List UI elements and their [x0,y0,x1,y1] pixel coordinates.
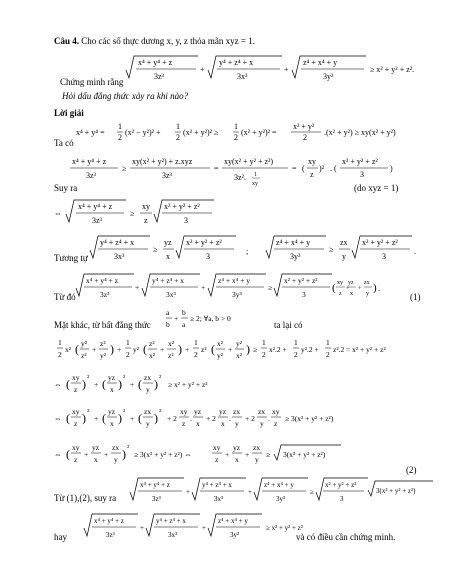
svg-text:⇔: ⇔ [54,209,62,218]
svg-text:2: 2 [294,350,298,359]
svg-text:y: y [255,455,259,464]
svg-text:2: 2 [194,350,198,359]
svg-text:1: 1 [118,122,122,131]
svg-text:+: + [201,283,206,292]
svg-text:): ) [122,447,126,461]
svg-text:3: 3 [382,252,386,261]
svg-text:3(x² + y² + z²): 3(x² + y² + z²) [376,487,416,495]
step7-suffix: ta lại có [274,320,303,330]
svg-text:+: + [140,524,144,532]
step7-formula [166,306,262,332]
svg-text:⇔: ⇔ [54,380,62,389]
svg-text:²: ² [87,373,90,382]
svg-text:⇔: ⇔ [54,450,62,459]
svg-text:x² + y² + z²: x² + y² + z² [164,202,200,211]
svg-text:+: + [174,314,179,323]
svg-text:(: ( [75,342,79,356]
svg-text:+ 2: + 2 [206,414,216,423]
svg-text:1: 1 [294,338,298,347]
svg-text:3z³: 3z³ [162,171,172,180]
step3-prefix: Suy ra [54,183,78,193]
svg-text:x: x [221,419,225,428]
step8-formula [56,336,446,366]
svg-text:2: 2 [234,133,238,142]
svg-text:²: ² [123,373,126,382]
svg-text:(: ( [66,447,70,461]
svg-text:z: z [74,385,78,394]
svg-text:3y³: 3y³ [290,252,301,261]
svg-text:≥: ≥ [268,283,273,292]
svg-text:z²: z² [100,339,106,348]
step13-suffix: và có điều cần chứng minh. [296,532,396,542]
svg-text:x² + y² + z²: x² + y² + z² [284,276,318,285]
svg-text:z⁴ + x⁴ + y: z⁴ + x⁴ + y [264,481,294,489]
svg-text:(: ( [66,377,70,391]
svg-text:²: ² [159,373,162,382]
svg-text:(x² − y²)² +: (x² − y²)² + [125,128,161,137]
svg-text:(x² + y²)² =: (x² + y²)² = [241,128,277,137]
svg-text:): ) [246,342,250,356]
svg-text:z⁴ + x⁴ + y: z⁴ + x⁴ + y [218,276,251,285]
svg-text:x: x [94,455,98,464]
svg-text:x² + y² + z²: x² + y² + z² [186,238,222,247]
main-inequality [120,52,440,86]
svg-text:+: + [117,345,122,354]
svg-text:x: x [235,455,239,464]
svg-text:²: ² [127,443,130,452]
svg-text:zx: zx [340,238,348,247]
step1-prefix: Ta có [54,138,74,148]
svg-text:.: . [268,414,270,423]
svg-text:+: + [202,524,206,532]
svg-text:x: x [110,385,114,394]
svg-text:2: 2 [262,350,266,359]
svg-text:(: ( [211,342,215,356]
svg-text:≥: ≥ [329,245,334,254]
svg-text:1: 1 [176,122,180,131]
svg-text:zx: zx [144,373,152,382]
svg-text:z: z [310,170,314,179]
svg-text:+: + [346,286,350,292]
svg-text:+: + [358,286,362,292]
step6-formula-tail [348,278,384,304]
svg-text:x²: x² [217,339,223,348]
svg-text:y⁴ + z⁴ + x: y⁴ + z⁴ + x [219,58,254,67]
svg-text:zx: zx [144,407,152,416]
svg-text:y²: y² [133,345,139,354]
svg-text:3y³: 3y³ [276,495,286,503]
step13-prefix: hay [54,532,67,542]
svg-text:3: 3 [340,495,344,503]
svg-text:y⁴ + z⁴ + x: y⁴ + z⁴ + x [156,517,186,525]
svg-text:x⁴ + y⁴ + z: x⁴ + y⁴ + z [138,58,173,67]
svg-text:): ) [178,342,182,356]
svg-text:xy: xy [180,407,188,416]
svg-text:+: + [135,283,140,292]
svg-text:+: + [284,65,289,74]
problem-label: Câu 4. [54,36,80,46]
step12-prefix: Từ (1),(2), suy ra [54,493,117,503]
svg-text:y²: y² [217,351,223,360]
svg-text:+: + [245,450,250,459]
svg-text:xy: xy [272,407,280,416]
svg-text:+: + [185,345,190,354]
svg-text:z: z [144,216,148,225]
svg-text:1: 1 [58,338,62,347]
svg-text:(: ( [102,411,106,425]
svg-text:+: + [92,345,97,354]
svg-text:x: x [196,419,200,428]
svg-text:): ) [390,164,393,173]
svg-text:≥ x² + y² + z².: ≥ x² + y² + z². [370,65,415,74]
svg-text:3: 3 [206,252,210,261]
svg-text:+: + [84,450,89,459]
svg-text:y⁴ + z⁴ + x: y⁴ + z⁴ + x [152,276,185,285]
svg-text:y².2 +: y².2 + [301,345,319,354]
svg-text:zx: zx [253,443,261,452]
svg-text:+: + [225,450,230,459]
svg-text:.: . [378,284,380,293]
svg-text:yz: yz [92,443,100,452]
svg-text:x: x [166,252,170,261]
svg-text:≥: ≥ [153,245,158,254]
svg-text:zx: zx [112,443,120,452]
svg-text:z²: z² [168,351,174,360]
svg-text:1: 1 [254,172,257,178]
svg-text:): ) [373,282,377,294]
svg-text:.: . [190,414,192,423]
step6-prefix: Từ đó [54,292,76,302]
svg-text:1: 1 [234,122,238,131]
svg-text:z⁴ + x⁴ + y: z⁴ + x⁴ + y [303,58,338,67]
svg-text:y²: y² [81,339,87,348]
svg-text:): ) [154,377,158,391]
svg-text:3z³: 3z³ [86,171,96,180]
svg-text:3z³: 3z³ [154,72,164,81]
svg-text:x² + y² + z²: x² + y² + z² [362,238,398,247]
svg-text:z⁴ + x⁴ + y: z⁴ + x⁴ + y [218,517,248,525]
svg-text:xy(x² + y² + z²): xy(x² + y² + z²) [224,157,274,166]
svg-text:zx: zx [258,407,266,416]
svg-text:3x³: 3x³ [166,290,176,299]
svg-text:z: z [215,455,219,464]
svg-text:): ) [82,377,86,391]
svg-text:3x³: 3x³ [237,72,248,81]
step10-formula [54,404,444,434]
svg-text:.: . [229,414,231,423]
svg-text:)²: )² [319,164,325,173]
svg-text:≥ 3(x² + y² + z²): ≥ 3(x² + y² + z²) [285,414,334,423]
svg-text:y: y [366,291,369,297]
svg-text:3: 3 [360,170,364,179]
svg-text:≥ x² + y² + z²: ≥ x² + y² + z² [168,380,208,389]
svg-text:.: . [330,164,332,173]
svg-text:yz: yz [194,407,202,416]
svg-text:1: 1 [326,338,330,347]
svg-text:;: ; [246,247,249,256]
svg-text:z².2 = x² + y² + z²: z².2 = x² + y² + z² [333,345,386,354]
svg-text:²: ² [159,407,162,416]
svg-text:+ 2: + 2 [167,414,177,423]
svg-text:y²: y² [100,351,106,360]
svg-text:zx: zx [233,407,241,416]
svg-text:3y³: 3y³ [323,72,334,81]
step6-formula [74,270,364,308]
svg-text:): ) [118,377,122,391]
svg-text:xy: xy [308,157,316,166]
svg-text:xy: xy [72,443,80,452]
svg-text:x⁴ + y⁴ + z: x⁴ + y⁴ + z [94,517,124,525]
svg-text:(x² + y²)² ≥: (x² + y²)² ≥ [183,128,219,137]
step6-ref: (1) [410,292,421,302]
svg-text:xy: xy [142,202,150,211]
svg-text:3: 3 [302,290,306,299]
svg-text:x⁴ + y⁴ + z: x⁴ + y⁴ + z [78,202,113,211]
svg-text:=: = [292,164,297,173]
svg-text:x⁴ + y⁴ + z: x⁴ + y⁴ + z [72,157,107,166]
svg-text:yz: yz [233,443,241,452]
svg-text:y: y [114,455,118,464]
svg-text:+: + [94,380,99,389]
svg-text:): ) [110,342,114,356]
svg-text:zx: zx [364,280,370,286]
svg-text:+: + [130,414,135,423]
svg-text:3z².: 3z². [234,173,246,182]
svg-text:x: x [350,291,353,297]
step7-prefix: Mặt khác, từ bất đẳng thức [54,320,151,330]
svg-text:(: ( [66,411,70,425]
svg-text:2: 2 [176,133,180,142]
svg-text:x²: x² [236,351,242,360]
svg-text:=: = [214,164,219,173]
svg-text:xy: xy [252,181,258,187]
svg-text:xy: xy [337,280,343,286]
step9-formula [54,370,314,400]
svg-text:2: 2 [126,350,130,359]
svg-text:z: z [74,455,78,464]
svg-text:+: + [160,345,165,354]
svg-text:+: + [248,488,252,496]
svg-text:z: z [339,291,342,297]
svg-text:⇔: ⇔ [54,414,62,423]
svg-text:y: y [260,419,264,428]
svg-text:+: + [200,65,205,74]
svg-text:x².2 +: x².2 + [269,345,287,354]
svg-text:≥: ≥ [130,209,135,218]
svg-text:3x³: 3x³ [214,495,224,503]
svg-text:3z³: 3z³ [106,531,115,539]
svg-text:(: ( [334,164,337,173]
svg-text:z: z [182,419,186,428]
svg-text:x² + y²: x² + y² [293,122,315,131]
svg-text:y²: y² [236,339,242,348]
svg-text:a: a [166,308,170,317]
svg-text:z²: z² [201,345,207,354]
svg-text:≥ 2; ∀a, b > 0: ≥ 2; ∀a, b > 0 [190,314,231,323]
svg-text:²: ² [87,407,90,416]
svg-text:y⁴ + z⁴ + x: y⁴ + z⁴ + x [202,481,232,489]
svg-text:+: + [228,345,233,354]
step12-formula [128,476,446,510]
svg-text:≥: ≥ [266,450,271,459]
svg-text:y: y [146,419,150,428]
svg-text:x⁴ + y⁴ + z: x⁴ + y⁴ + z [140,481,170,489]
svg-text:2: 2 [303,133,307,142]
svg-text:+: + [130,380,135,389]
svg-text:2: 2 [118,133,122,142]
svg-text:1: 1 [262,338,266,347]
svg-text:y: y [235,419,239,428]
svg-text:(: ( [138,411,142,425]
svg-text:2: 2 [326,350,330,359]
svg-text:²: ² [123,407,126,416]
svg-text:1: 1 [126,338,130,347]
svg-text:y⁴ + z⁴ + x: y⁴ + z⁴ + x [100,238,135,247]
svg-text:yz: yz [164,238,172,247]
svg-text:3y³: 3y³ [232,290,242,299]
svg-text:): ) [82,411,86,425]
svg-text:xy: xy [72,373,80,382]
svg-text:b: b [166,320,170,329]
svg-text:(: ( [302,164,305,173]
svg-text:z²: z² [81,351,87,360]
svg-text:x⁴ + y⁴ =: x⁴ + y⁴ = [76,128,105,137]
step11-formula [54,440,354,470]
solution-heading: Lời giải [54,108,84,118]
step5-prefix: Tương tự [54,253,88,263]
svg-text:x⁴ + y⁴ + z: x⁴ + y⁴ + z [86,276,119,285]
svg-text:b: b [182,308,186,317]
svg-text:(: ( [332,282,336,294]
svg-text:): ) [118,411,122,425]
svg-text:3(x² + y² + z²): 3(x² + y² + z²) [283,450,326,459]
step3-note: (do xyz = 1) [354,183,399,193]
step4-formula [54,196,254,230]
svg-text:3y³: 3y³ [230,531,240,539]
svg-text:a: a [182,320,186,329]
svg-text:≥: ≥ [122,164,127,173]
svg-text:x² + y² + z²: x² + y² + z² [342,157,378,166]
svg-text:≥: ≥ [310,488,314,496]
svg-text:xy(x² + y²) + z.xyz: xy(x² + y²) + z.xyz [132,157,193,166]
svg-text:yz: yz [108,407,116,416]
svg-text:y: y [342,252,346,261]
svg-text:y: y [146,385,150,394]
svg-text:3z³: 3z³ [92,216,102,225]
svg-text:1: 1 [194,338,198,347]
svg-text:≥: ≥ [253,345,258,354]
prove-prefix: Chứng minh rằng [60,77,124,87]
problem-statement: Cho các số thực dương x, y, z thỏa mãn xyz = 1. [81,36,255,46]
svg-text:z: z [74,419,78,428]
svg-text:.(x² + y²) ≥ xy(x² + y²): .(x² + y²) ≥ xy(x² + y²) [324,128,396,137]
svg-text:+: + [104,450,109,459]
problem-question: Hỏi dấu đẳng thức xảy ra khi nào? [62,91,189,101]
problem-statement-line [54,36,255,46]
svg-text:x² + y² + z²: x² + y² + z² [325,481,357,489]
svg-text:.: . [414,247,416,256]
svg-text:3: 3 [184,216,188,225]
step5-formula [88,232,438,266]
svg-text:yz: yz [219,407,227,416]
svg-text:2: 2 [58,350,62,359]
svg-text:x²: x² [149,351,155,360]
svg-text:(: ( [102,377,106,391]
svg-text:yz: yz [108,373,116,382]
svg-text:z²: z² [149,339,155,348]
svg-text:z⁴ + x⁴ + y: z⁴ + x⁴ + y [276,238,311,247]
svg-text:(: ( [143,342,147,356]
step1-formula [76,118,446,148]
svg-text:≥ 3(x² + y² + z²) ⇔: ≥ 3(x² + y² + z²) ⇔ [134,450,192,459]
svg-text:3x³: 3x³ [114,252,125,261]
step13-formula [82,512,328,546]
svg-text:z: z [274,419,278,428]
svg-text:yz: yz [348,280,354,286]
svg-text:x²: x² [168,339,174,348]
step11-ref: (2) [406,465,417,475]
svg-text:+: + [94,414,99,423]
svg-text:): ) [154,411,158,425]
svg-text:(: ( [138,377,142,391]
svg-text:xy: xy [72,407,80,416]
svg-text:≥ x² + y² + z²: ≥ x² + y² + z² [266,524,303,532]
svg-text:x: x [110,419,114,428]
svg-text:+ 2: + 2 [245,414,255,423]
svg-text:xy: xy [213,443,221,452]
svg-text:3z³: 3z³ [100,290,110,299]
svg-text:x²: x² [65,345,71,354]
svg-text:3x³: 3x³ [168,531,178,539]
svg-text:3z³: 3z³ [152,495,161,503]
svg-text:+: + [186,488,190,496]
